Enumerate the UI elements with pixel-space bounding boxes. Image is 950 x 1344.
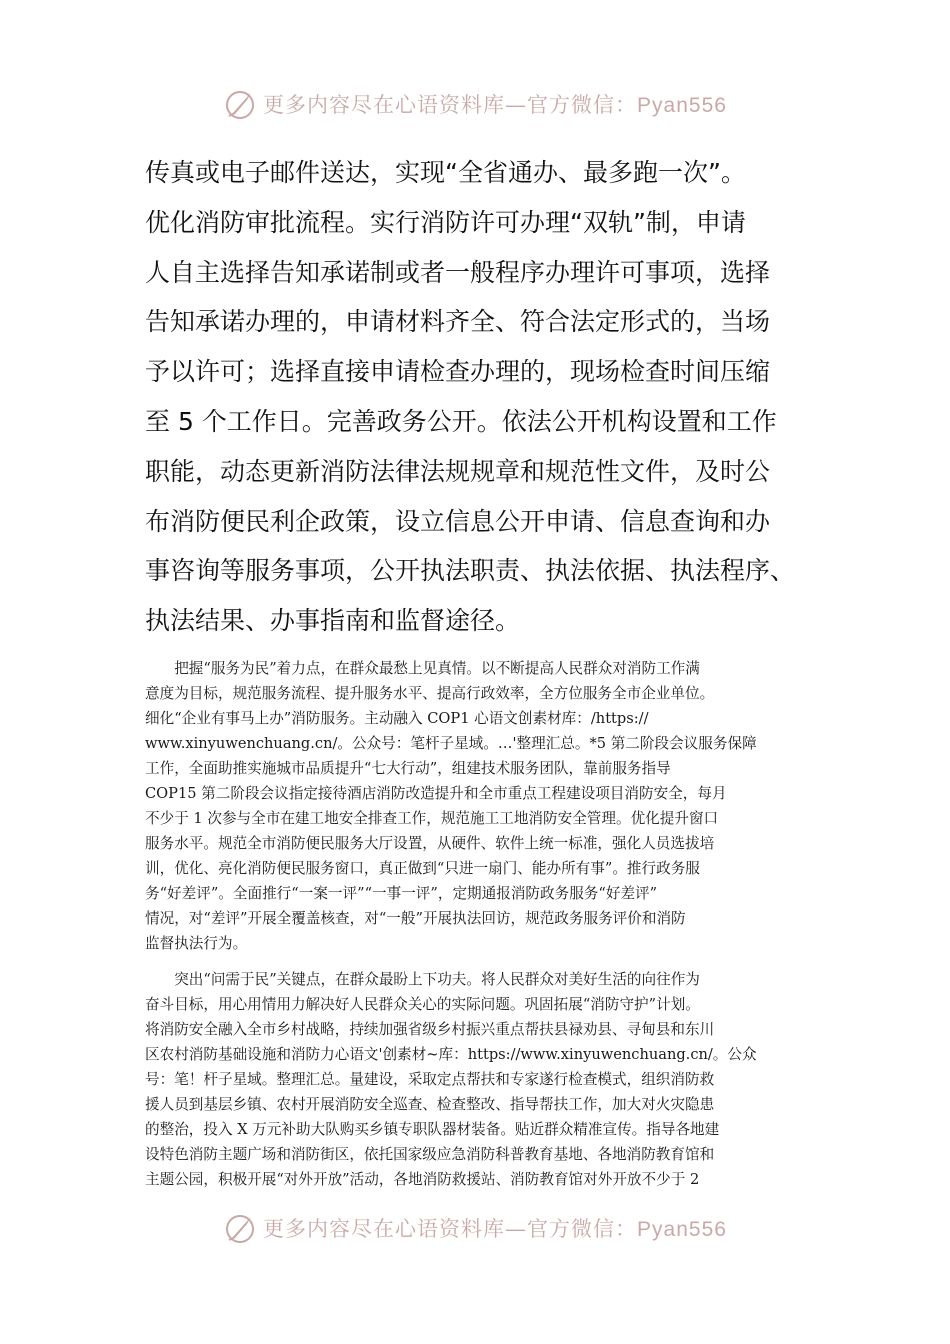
wechat-id: Pyan556 xyxy=(637,1218,727,1241)
text-line: 布消防便民利企政策，设立信息公开申请、信息查询和办 xyxy=(145,506,771,536)
paragraph-needs xyxy=(145,967,805,1192)
text-line: 人自主选择告知承诺制或者一般程序办理许可事项，选择 xyxy=(145,257,771,287)
paragraph-service xyxy=(145,656,805,956)
text-line: 援人员到基层乡镇、农村开展消防安全巡查、检查整改、指导帮扶工作，加大对火灾隐患 xyxy=(145,1096,715,1113)
text-line: 务“好差评”。全面推行“一案一评”“一事一评”，定期通报消防政务服务“好差评” xyxy=(145,885,658,902)
text-line: 情况，对“差评”开展全覆盖核查，对“一般”开展执法回访，规范政务服务评价和消防 xyxy=(145,910,686,927)
text-line: 突出“问需于民”关键点，在群众最盼上下功夫。将人民群众对美好生活的向往作为 xyxy=(145,971,700,988)
text-line: 将消防安全融入全市乡村战略，持续加强省级乡村振兴重点帮扶县禄劝县、寻甸县和东川 xyxy=(145,1021,715,1038)
text-line: 监督执法行为。 xyxy=(145,935,248,952)
text-line: 意度为目标，规范服务流程、提升服务水平、提高行政效率，全方位服务全市企业单位。 xyxy=(145,685,715,702)
text-line: 至 5 个工作日。完善政务公开。依法公开机构设置和工作 xyxy=(145,406,777,436)
text-line: 予以许可；选择直接申请检查办理的，现场检查时间压缩 xyxy=(145,357,771,387)
text-line: 区农村消防基础设施和消防力心语文'创素材~库：https://www.xinyuwenchuang.cn/。公众 xyxy=(145,1046,757,1063)
text-line: www.xinyuwenchuang.cn/。公众号：笔杆子星域。…'整理汇总。*5 第二阶段会议服务保障 xyxy=(145,735,757,752)
text-line: 把握“服务为民”着力点，在群众最愁上见真情。以不断提高人民群众对消防工作满 xyxy=(145,660,700,677)
large-text-block xyxy=(145,148,810,646)
text-line: 设特色消防主题广场和消防街区，依托国家级应急消防科普教育基地、各地消防教育馆和 xyxy=(145,1146,715,1163)
text-line: 事咨询等服务事项，公开执法职责、执法依据、执法程序、 xyxy=(145,556,796,586)
text-line: 执法结果、办事指南和监督途径。 xyxy=(145,606,521,636)
text-line: 号：笔！杆子星域。整理汇总。量建设，采取定点帮扶和专家遂行检查模式，组织消防救 xyxy=(145,1071,715,1088)
text-line: 不少于 1 次参与全市在建工地安全排查工作，规范施工工地消防安全管理。优化提升窗口 xyxy=(145,810,719,827)
text-line: 职能，动态更新消防法律法规规章和规范性文件，及时公 xyxy=(145,456,771,486)
banner-text: 更多内容尽在心语资料库—官方微信：Pyan556 xyxy=(263,1217,727,1241)
text-line: 告知承诺办理的，申请材料齐全、符合法定形式的，当场 xyxy=(145,307,771,337)
text-line: 优化消防审批流程。实行消防许可办理“双轨”制，申请 xyxy=(145,207,746,237)
quill-pen-circle-icon xyxy=(223,1211,257,1245)
text-line: 的整治，投入 X 万元补助大队购买乡镇专职队器材装备。贴近群众精准宣传。指导各地建 xyxy=(145,1121,720,1138)
text-line: COP15 第二阶段会议指定接待酒店消防改造提升和全市重点工程建设项目消防安全，每月 xyxy=(145,785,727,802)
wechat-id: Pyan556 xyxy=(637,94,727,117)
header-banner xyxy=(0,84,950,124)
text-line: 工作，全面助推实施城市品质提升“七大行动”，组建技术服务团队，靠前服务指导 xyxy=(145,760,671,777)
banner-text: 更多内容尽在心语资料库—官方微信：Pyan556 xyxy=(263,93,727,117)
text-line: 奋斗目标，用心用情用力解决好人民群众关心的实际问题。巩固拓展“消防守护”计划。 xyxy=(145,996,700,1013)
text-line: 主题公园，积极开展“对外开放”活动，各地消防救援站、消防教育馆对外开放不少于 2 xyxy=(145,1171,700,1188)
text-line: 服务水平。规范全市消防便民服务大厅设置，从硬件、软件上统一标准，强化人员选拔培 xyxy=(145,835,715,852)
text-line: 细化“企业有事马上办”消防服务。主动融入 COP1 心语文创素材库：/https:// xyxy=(145,710,649,727)
quill-pen-circle-icon xyxy=(223,87,257,121)
footer-banner xyxy=(0,1208,950,1248)
text-line: 传真或电子邮件送达，实现“全省通办、最多跑一次”。 xyxy=(145,158,746,187)
text-line: 训，优化、亮化消防便民服务窗口，真正做到“只进一扇门、能办所有事”。推行政务服 xyxy=(145,860,700,877)
